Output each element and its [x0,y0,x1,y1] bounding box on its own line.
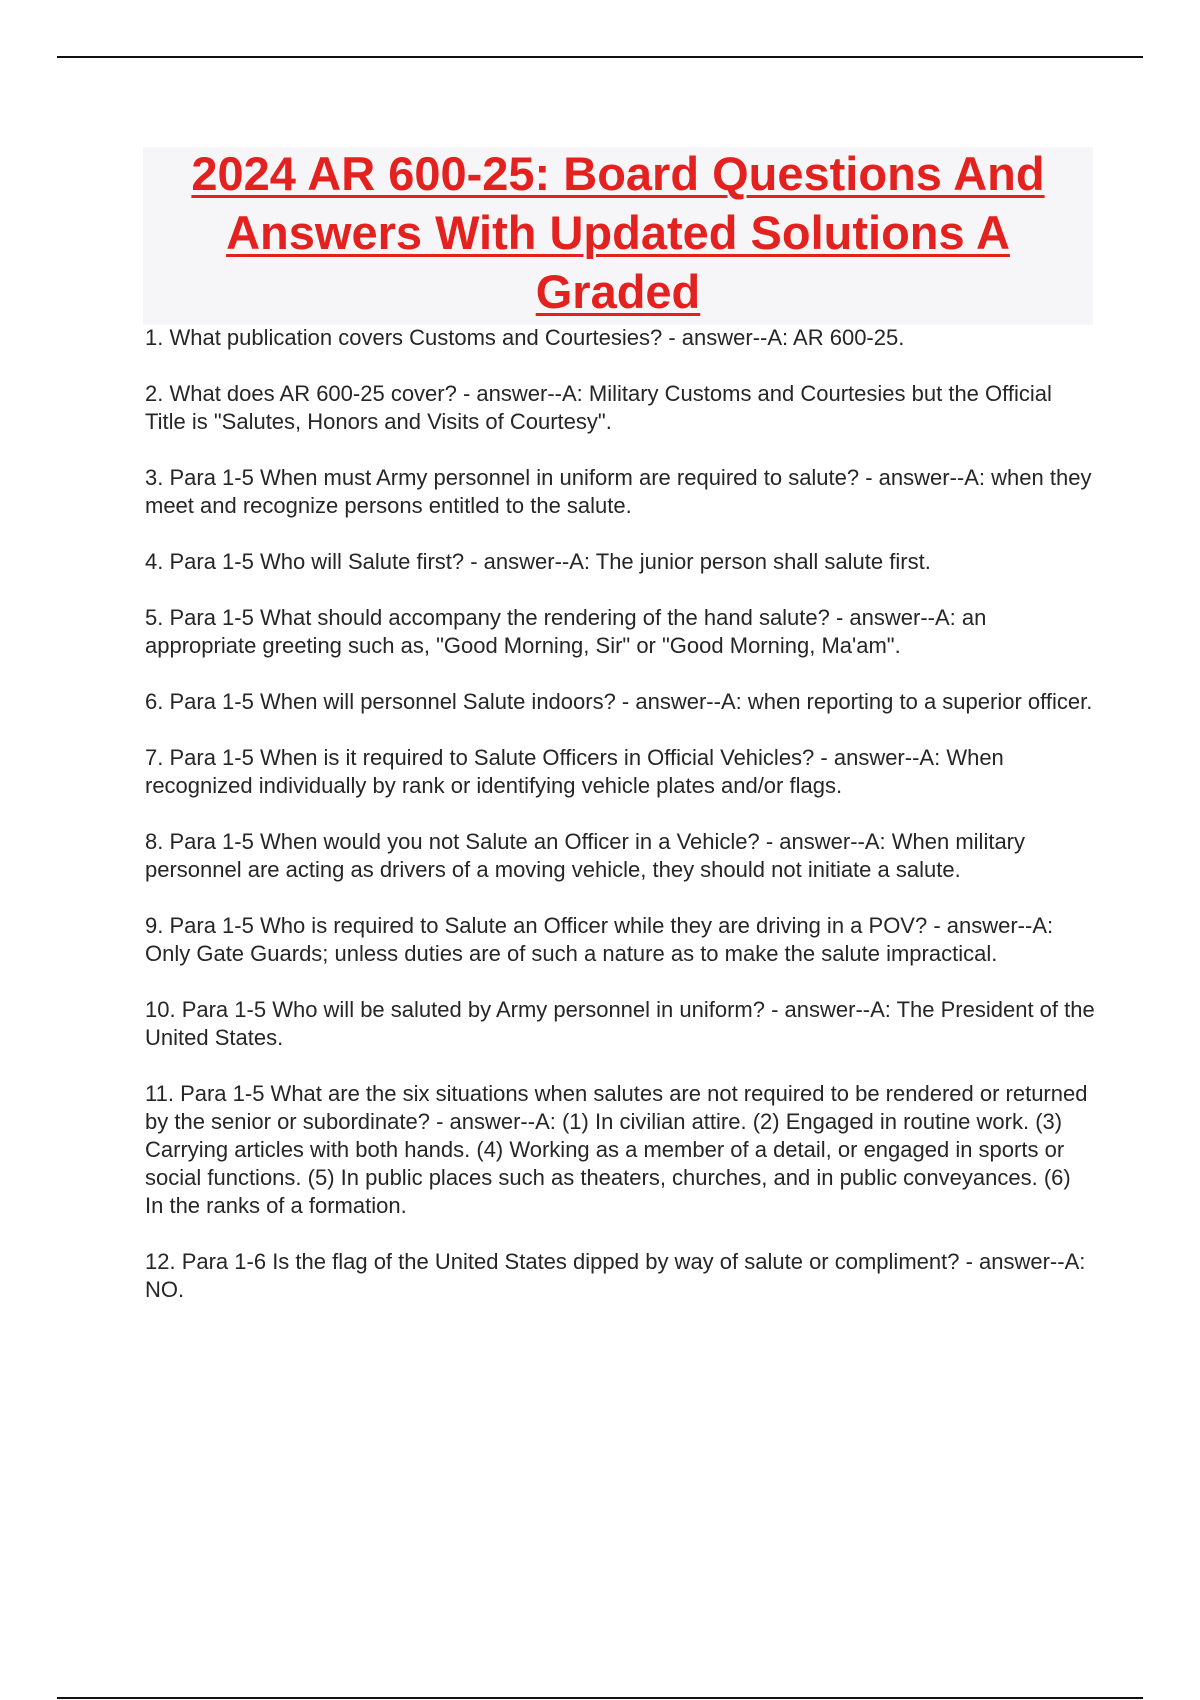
document-title: 2024 AR 600-25: Board Questions And Answers With Updated Solutions A Graded [191,147,1045,318]
qa-item-3: 3. Para 1-5 When must Army personnel in uniform are required to salute? - answer--A: when they meet and recognize persons entitled to the salute. [145,465,1092,518]
qa-item-10: 10. Para 1-5 Who will be saluted by Army personnel in uniform? - answer--A: The President of the United States. [145,997,1095,1050]
qa-item-12: 12. Para 1-6 Is the flag of the United States dipped by way of salute or compliment? - answer--A: NO. [145,1249,1086,1302]
top-rule [57,56,1143,58]
qa-item-1: 1. What publication covers Customs and Courtesies? - answer--A: AR 600-25. [145,325,905,350]
qa-item-9: 9. Para 1-5 Who is required to Salute an Officer while they are driving in a POV? - answer--A: Only Gate Guards; unless duties are of such a nature as to make the salute impractical. [145,913,1054,966]
qa-item-5: 5. Para 1-5 What should accompany the rendering of the hand salute? - answer--A: an appropriate greeting such as, "Good Morning, Sir" or "Good Morning, Ma'am". [145,605,987,658]
bottom-rule [57,1697,1143,1699]
qa-item-2: 2. What does AR 600-25 cover? - answer--A: Military Customs and Courtesies but the Official Title is "Salutes, Honors and Visits of Courtesy". [145,381,1052,434]
qa-item-6: 6. Para 1-5 When will personnel Salute indoors? - answer--A: when reporting to a superior officer. [145,689,1093,714]
qa-item-7: 7. Para 1-5 When is it required to Salute Officers in Official Vehicles? - answer--A: When recognized individually by rank or identifying vehicle plates and/or flags. [145,745,1004,798]
qa-item-8: 8. Para 1-5 When would you not Salute an Officer in a Vehicle? - answer--A: When military personnel are acting as drivers of a moving vehicle, they should not initiate a salute. [145,829,1026,882]
qa-list [145,324,1095,1332]
qa-item-4: 4. Para 1-5 Who will Salute first? - answer--A: The junior person shall salute first. [145,549,931,574]
qa-item-11: 11. Para 1-5 What are the six situations when salutes are not required to be rendered or returned by the senior or subordinate? - answer--A: (1) In civilian attire. (2) Engaged in routine work. (3) Carrying articles with both hands. (4) Working as a member of a detail, or engaged in sports or social functions. (5) In public places such as theaters, churches, and in public conveyances. (6) In the ranks of a formation. [145,1081,1088,1218]
